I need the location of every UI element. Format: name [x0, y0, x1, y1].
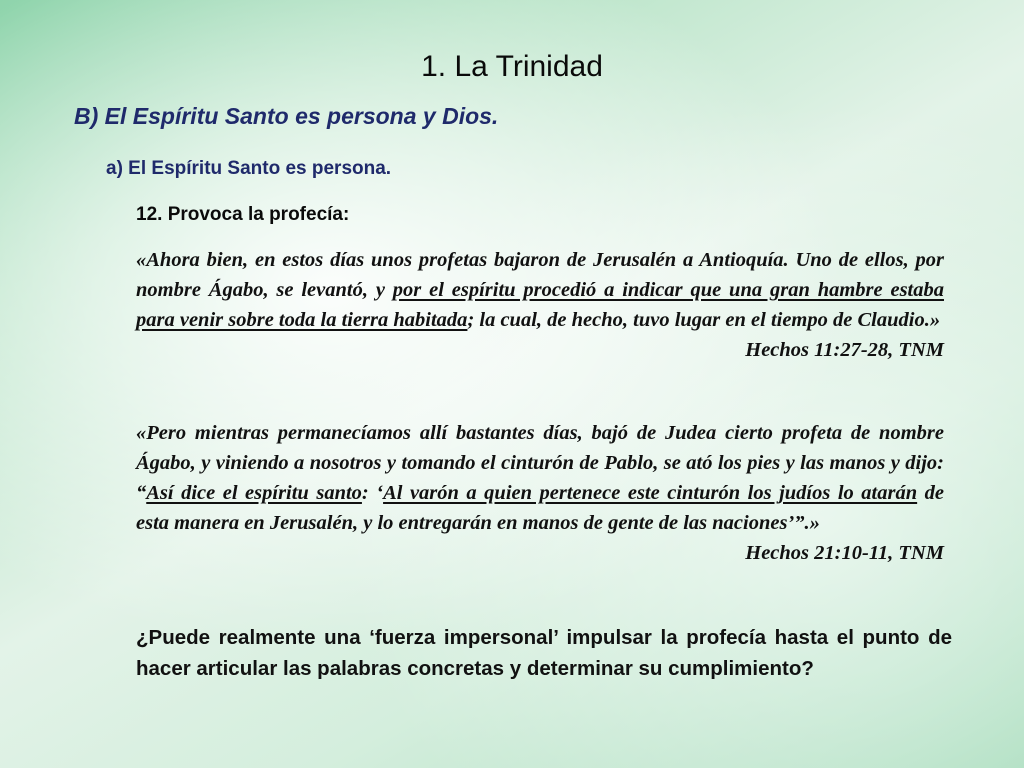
quote-2-text	[136, 418, 944, 538]
quote-1-part-2: ; la cual, de hecho, tuvo lugar en el tiempo de Claudio.»	[467, 309, 941, 331]
quote-2-reference: Hechos 21:10-11, TNM	[745, 542, 944, 564]
slide-title	[0, 50, 1024, 84]
quote-1-part-1: «Ahora bien, en estos días unos profetas bajaron de Jerusalén a Antioquía. Uno de ellos, por nombre Ágabo, se levantó, y	[136, 249, 944, 301]
quote-1-underlined: por el espíritu procedió a indicar que una gran hambre estaba para venir sobre toda la tierra habitada	[136, 279, 944, 331]
quote-2-underlined-1: Así dice el espíritu santo	[146, 482, 362, 504]
quote-1-reference: Hechos 11:27-28, TNM	[745, 339, 944, 361]
slide-title-text: 1. La Trinidad	[421, 50, 603, 83]
section-heading-b: B) El Espíritu Santo es persona y Dios.	[74, 103, 499, 129]
quote-2-part-3: de esta manera en Jerusalén, y lo entregarán en manos de gente de las naciones’”.»	[136, 482, 944, 534]
quote-1-text	[136, 245, 944, 335]
quote-2-part-2: : ‘	[361, 482, 384, 504]
section-heading-a: a) El Espíritu Santo es persona.	[106, 158, 392, 179]
quote-block-1	[136, 245, 944, 365]
quote-block-2	[136, 418, 944, 568]
closing-question: ¿Puede realmente una ‘fuerza impersonal’ impulsar la profecía hasta el punto de hacer articular las palabras concretas y determinar su cumplimiento?	[136, 626, 952, 680]
quote-2-underlined-2: Al varón a quien pertenece este cinturón los judíos lo atarán	[383, 482, 918, 504]
point-heading: 12. Provoca la profecía:	[136, 204, 350, 225]
quote-2-part-1: «Pero mientras permanecíamos allí bastantes días, bajó de Judea cierto profeta de nombre Ágabo, y viniendo a nosotros y tomando el cinturón de Pablo, se ató los pies y las manos y dijo: “	[136, 422, 944, 504]
